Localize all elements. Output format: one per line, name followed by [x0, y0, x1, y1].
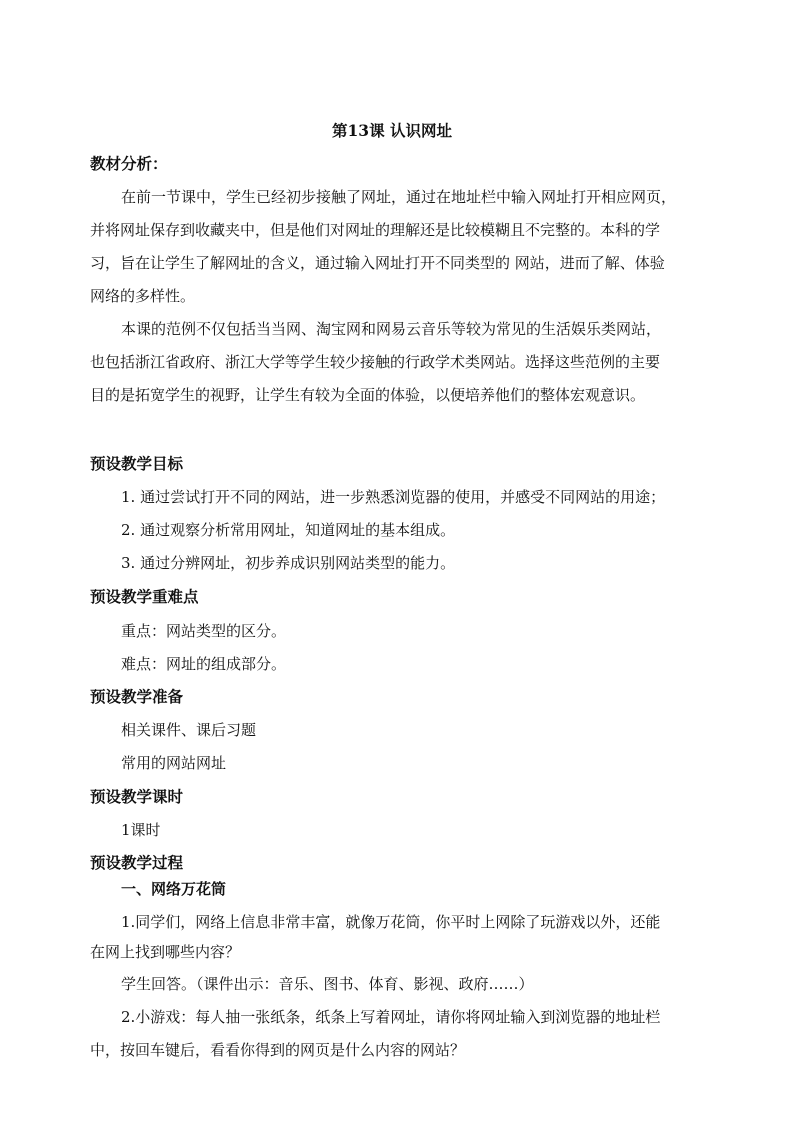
- goal-item: 2. 通过观察分析常用网址，知道网址的基本组成。: [121, 521, 456, 539]
- process-line: 在网上找到哪些内容？: [90, 943, 241, 961]
- goals-heading: 预设教学目标: [90, 454, 184, 473]
- key-point-item: 难点：网址的组成部分。: [121, 655, 287, 673]
- paragraph-line: 也包括浙江省政府、浙江大学等学生较少接触的行政学术类网站。选择这些范例的主要: [90, 353, 661, 371]
- key-point-item: 重点：网站类型的区分。: [121, 622, 287, 640]
- process-line: 1.同学们，网络上信息非常丰富，就像万花筒，你平时上网除了玩游戏以外，还能: [121, 913, 661, 931]
- analysis-heading: 教材分析：: [90, 154, 168, 173]
- process-line: 2.小游戏：每人抽一张纸条，纸条上写着网址，请你将网址输入到浏览器的地址栏: [121, 1008, 661, 1026]
- paragraph-line: 本课的范例不仅包括当当网、淘宝网和网易云音乐等较为常见的生活娱乐类网站，: [121, 320, 662, 338]
- key-points-heading: 预设教学重难点: [90, 587, 199, 606]
- paragraph-line: 网络的多样性。: [90, 287, 196, 305]
- preparation-item: 相关课件、课后习题: [121, 721, 257, 739]
- paragraph-line: 在前一节课中，学生已经初步接触了网址，通过在地址栏中输入网址打开相应网页，: [121, 188, 677, 206]
- hours-value: 1课时: [121, 821, 161, 839]
- process-section-title: 一、网络万花筒: [121, 880, 227, 898]
- paragraph-line: 并将网址保存到收藏夹中，但是他们对网址的理解还是比较模糊且不完整的。本科的学: [90, 221, 661, 239]
- paragraph-line: 目的是拓宽学生的视野，让学生有较为全面的体验，以便培养他们的整体宏观意识。: [90, 386, 646, 404]
- paragraph-line: 习，旨在让学生了解网址的含义，通过输入网址打开不同类型的 网站，进而了解、体验: [90, 254, 665, 272]
- process-heading: 预设教学过程: [90, 853, 184, 872]
- preparation-heading: 预设教学准备: [90, 687, 184, 706]
- goal-item: 1. 通过尝试打开不同的网站，进一步熟悉浏览器的使用，并感受不同网站的用途；: [121, 488, 666, 506]
- hours-heading: 预设教学课时: [90, 787, 184, 806]
- goal-item: 3. 通过分辨网址，初步养成识别网站类型的能力。: [121, 554, 456, 572]
- page-title: 第13课 认识网址: [332, 121, 452, 140]
- process-line: 学生回答。（课件出示：音乐、图书、体育、影视、政府……）: [121, 975, 534, 993]
- preparation-item: 常用的网站网址: [121, 754, 227, 772]
- process-line: 中，按回车键后，看看你得到的网页是什么内容的网站？: [90, 1041, 466, 1059]
